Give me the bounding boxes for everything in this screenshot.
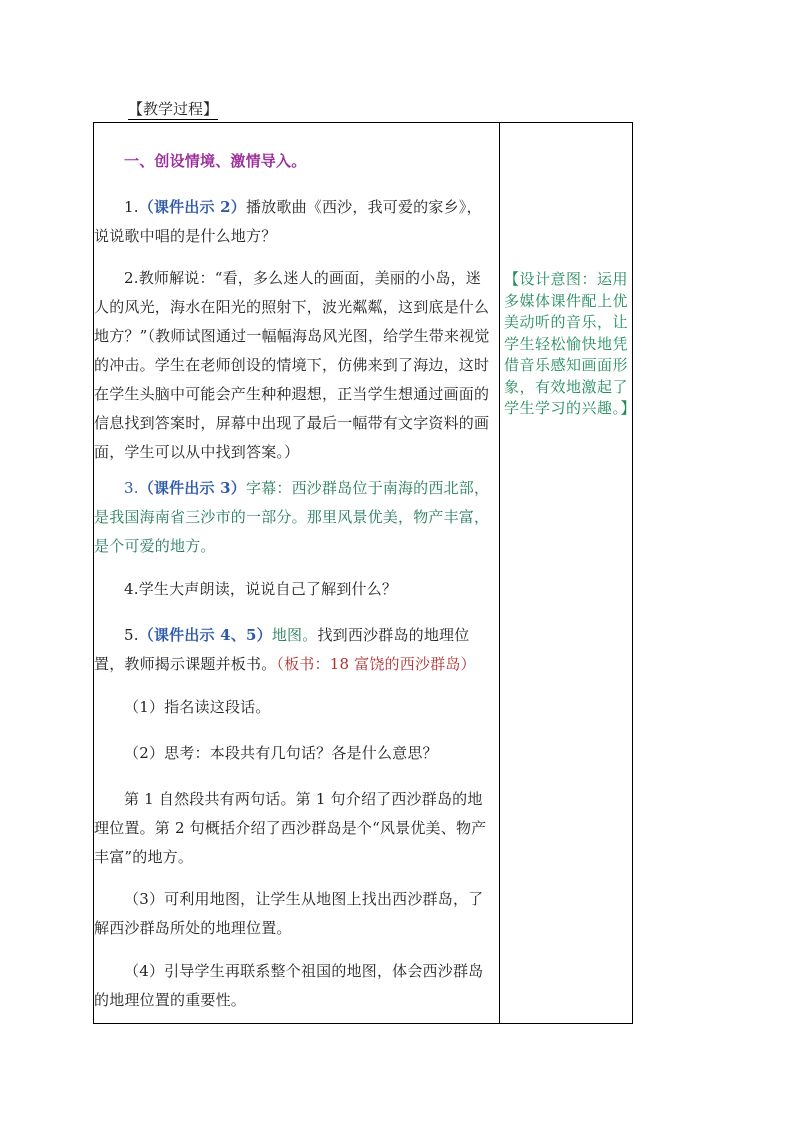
courseware-tag: （课件出示 2） bbox=[138, 198, 246, 216]
step-1-text: 播放歌曲《西沙，我可爱的家乡》，说说歌中唱的是什么地方？ bbox=[94, 198, 482, 245]
section-title: 一、创设情境、激情导入。 bbox=[124, 152, 307, 170]
board-writing: （板书：18 富饶的西沙群岛） bbox=[276, 655, 476, 673]
procedure-column bbox=[94, 123, 500, 1023]
step-5-number: 5. bbox=[124, 626, 139, 644]
step-4: 4.学生大声朗读，说说自己了解到什么？ bbox=[124, 580, 398, 598]
step-3-caption: 字幕：西沙群岛位于南海的西北部，是我国海南省三沙市的一部分。那里风景优美，物产丰富，是个可爱的地方。 bbox=[94, 479, 490, 555]
sub-step-1: （1）指名读这段话。 bbox=[124, 698, 271, 716]
step-5-map: 地图。 bbox=[271, 626, 318, 644]
step-1-number: 1. bbox=[124, 198, 139, 216]
step-3 bbox=[94, 474, 500, 561]
design-intent-note: 【设计意图：运用多媒体课件配上优美动听的音乐，让学生轻松愉快地凭借音乐感知画面形象，有效地激起了学生学习的兴趣。】 bbox=[504, 270, 637, 417]
step-3-number: 3. bbox=[124, 479, 139, 497]
sub-step-2: （2）思考：本段共有几句话？各是什么意思？ bbox=[124, 744, 438, 762]
step-1 bbox=[94, 193, 500, 251]
lesson-table bbox=[93, 122, 637, 1024]
answer-paragraph: 第 1 自然段共有两句话。第 1 句介绍了西沙群岛的地理位置。第 2 句概括介绍了西沙群岛是个“风景优美、物产丰富”的地方。 bbox=[94, 790, 487, 866]
step-2: 2.教师解说：“看，多么迷人的画面，美丽的小岛，迷人的风光，海水在阳光的照射下，波光粼粼，这到底是什么地方？”（教师试图通过一幅幅海岛风光图，给学生带来视觉的冲击。学生在老师创设的情境下，仿佛来到了海边，这时在学生头脑中可能会产生种种遐想，正当学生想通过画面的信息找到答案时，屏幕中出现了最后一幅带有文字资料的画面，学生可以从中找到答案。） bbox=[94, 269, 490, 461]
sub-step-3: （3）可利用地图，让学生从地图上找出西沙群岛，了解西沙群岛所处的地理位置。 bbox=[94, 890, 484, 937]
courseware-tag: （课件出示 3） bbox=[138, 479, 246, 497]
sub-step-4: （4）引导学生再联系整个祖国的地图，体会西沙群岛的地理位置的重要性。 bbox=[94, 962, 484, 1009]
design-intent-column bbox=[500, 123, 637, 1023]
step-5-text: 找到西沙群岛的地理位置，教师揭示课题并板书。 bbox=[94, 626, 470, 673]
courseware-tag: （课件出示 4、5） bbox=[138, 626, 272, 644]
section-heading: 【教学过程】 bbox=[128, 100, 219, 118]
step-5 bbox=[94, 621, 500, 679]
